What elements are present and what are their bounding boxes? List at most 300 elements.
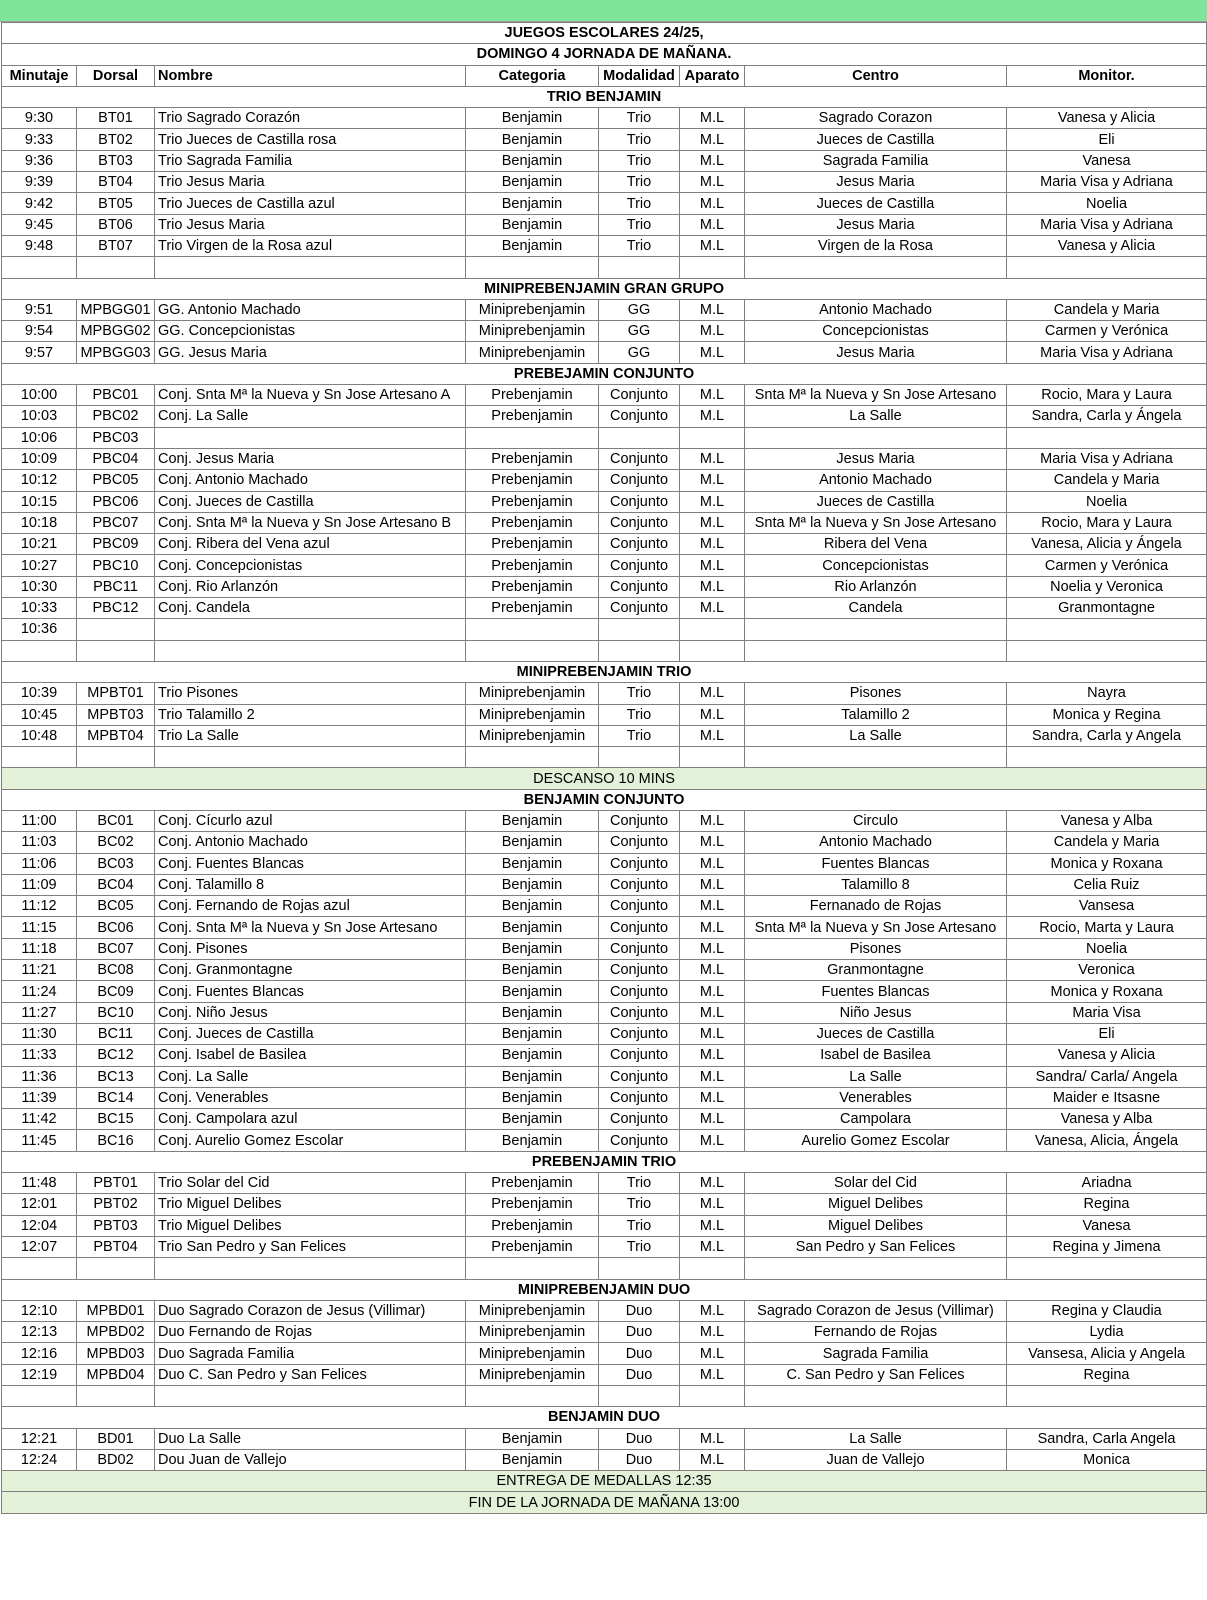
table-row <box>2 1386 1207 1407</box>
centro-cell <box>745 427 1007 448</box>
categoria-cell: Prebenjamin <box>466 1215 599 1236</box>
dorsal-cell: MPBGG02 <box>77 321 155 342</box>
minutaje-cell: 11:48 <box>2 1173 77 1194</box>
nombre-cell: Conj. Fuentes Blancas <box>155 981 466 1002</box>
centro-cell: Miguel Delibes <box>745 1194 1007 1215</box>
minutaje-cell: 11:39 <box>2 1087 77 1108</box>
centro-cell: La Salle <box>745 406 1007 427</box>
aparato-cell: M.L <box>680 214 745 235</box>
modalidad-cell: Conjunto <box>599 853 680 874</box>
nombre-cell: Trio San Pedro y San Felices <box>155 1236 466 1257</box>
modalidad-cell: Duo <box>599 1449 680 1470</box>
centro-cell: Sagrado Corazon <box>745 108 1007 129</box>
minutaje-cell: 10:12 <box>2 470 77 491</box>
table-row <box>2 1300 1207 1321</box>
minutaje-cell: 10:30 <box>2 576 77 597</box>
aparato-cell <box>680 257 745 278</box>
centro-cell <box>745 640 1007 661</box>
modalidad-cell: Conjunto <box>599 874 680 895</box>
table-row <box>2 512 1207 533</box>
dorsal-cell: MPBD03 <box>77 1343 155 1364</box>
modalidad-cell <box>599 640 680 661</box>
modalidad-cell: Trio <box>599 129 680 150</box>
aparato-cell: M.L <box>680 150 745 171</box>
modalidad-cell: Conjunto <box>599 512 680 533</box>
minutaje-cell <box>2 1258 77 1279</box>
section-title: MINIPREBENJAMIN DUO <box>2 1279 1207 1300</box>
table-row <box>2 470 1207 491</box>
modalidad-cell: Conjunto <box>599 981 680 1002</box>
centro-cell: Rio Arlanzón <box>745 576 1007 597</box>
nombre-cell: Trio Pisones <box>155 683 466 704</box>
modalidad-cell: Conjunto <box>599 491 680 512</box>
table-row <box>2 576 1207 597</box>
monitor-cell: Noelia y Veronica <box>1007 576 1207 597</box>
categoria-cell: Miniprebenjamin <box>466 1343 599 1364</box>
modalidad-cell: Conjunto <box>599 1002 680 1023</box>
categoria-cell: Benjamin <box>466 1130 599 1151</box>
nombre-cell: Trio Jesus Maria <box>155 172 466 193</box>
categoria-cell: Benjamin <box>466 917 599 938</box>
table-row <box>2 150 1207 171</box>
modalidad-cell: Conjunto <box>599 1045 680 1066</box>
dorsal-cell: PBC04 <box>77 448 155 469</box>
nombre-cell: Conj. Isabel de Basilea <box>155 1045 466 1066</box>
minutaje-cell: 10:06 <box>2 427 77 448</box>
nombre-cell: Duo Fernando de Rojas <box>155 1322 466 1343</box>
dorsal-cell: BC10 <box>77 1002 155 1023</box>
modalidad-cell: Conjunto <box>599 1087 680 1108</box>
nombre-cell: Conj. Jueces de Castilla <box>155 1023 466 1044</box>
monitor-cell <box>1007 427 1207 448</box>
centro-cell: Jueces de Castilla <box>745 491 1007 512</box>
table-row <box>2 874 1207 895</box>
modalidad-cell: Conjunto <box>599 917 680 938</box>
dorsal-cell: PBT02 <box>77 1194 155 1215</box>
nombre-cell: Conj. Jueces de Castilla <box>155 491 466 512</box>
categoria-cell: Prebenjamin <box>466 1173 599 1194</box>
monitor-cell: Rocio, Mara y Laura <box>1007 512 1207 533</box>
modalidad-cell: Trio <box>599 1194 680 1215</box>
aparato-cell <box>680 640 745 661</box>
nombre-cell: Conj. Antonio Machado <box>155 470 466 491</box>
monitor-cell: Maria Visa <box>1007 1002 1207 1023</box>
monitor-cell: Regina <box>1007 1364 1207 1385</box>
nombre-cell: Trio Miguel Delibes <box>155 1215 466 1236</box>
categoria-cell: Prebenjamin <box>466 448 599 469</box>
minutaje-cell: 12:16 <box>2 1343 77 1364</box>
centro-cell: Venerables <box>745 1087 1007 1108</box>
dorsal-cell: MPBT04 <box>77 725 155 746</box>
table-row <box>2 257 1207 278</box>
centro-cell: Snta Mª la Nueva y Sn Jose Artesano <box>745 385 1007 406</box>
dorsal-cell: MPBD04 <box>77 1364 155 1385</box>
dorsal-cell: MPBD02 <box>77 1322 155 1343</box>
table-row <box>2 917 1207 938</box>
minutaje-cell: 9:51 <box>2 299 77 320</box>
centro-cell: Snta Mª la Nueva y Sn Jose Artesano <box>745 917 1007 938</box>
centro-cell <box>745 1258 1007 1279</box>
categoria-cell: Miniprebenjamin <box>466 321 599 342</box>
categoria-cell: Miniprebenjamin <box>466 683 599 704</box>
monitor-cell: Candela y Maria <box>1007 470 1207 491</box>
aparato-cell: M.L <box>680 1215 745 1236</box>
modalidad-cell: Trio <box>599 172 680 193</box>
centro-cell: Fuentes Blancas <box>745 853 1007 874</box>
table-row <box>2 619 1207 640</box>
minutaje-cell: 11:06 <box>2 853 77 874</box>
minutaje-cell: 9:36 <box>2 150 77 171</box>
dorsal-cell: BD02 <box>77 1449 155 1470</box>
modalidad-cell <box>599 257 680 278</box>
sheet-top-band <box>0 0 1207 22</box>
dorsal-cell: BC02 <box>77 832 155 853</box>
monitor-cell: Maria Visa y Adriana <box>1007 214 1207 235</box>
nombre-cell <box>155 747 466 768</box>
monitor-cell: Regina y Jimena <box>1007 1236 1207 1257</box>
categoria-cell: Benjamin <box>466 960 599 981</box>
categoria-cell: Benjamin <box>466 150 599 171</box>
minutaje-cell: 9:42 <box>2 193 77 214</box>
modalidad-cell: Conjunto <box>599 810 680 831</box>
centro-cell: C. San Pedro y San Felices <box>745 1364 1007 1385</box>
monitor-cell <box>1007 1386 1207 1407</box>
categoria-cell <box>466 1386 599 1407</box>
minutaje-cell: 9:45 <box>2 214 77 235</box>
centro-cell: Juan de Vallejo <box>745 1449 1007 1470</box>
table-row <box>2 981 1207 1002</box>
dorsal-cell: MPBGG01 <box>77 299 155 320</box>
centro-cell: Sagrado Corazon de Jesus (Villimar) <box>745 1300 1007 1321</box>
categoria-cell <box>466 1258 599 1279</box>
categoria-cell: Benjamin <box>466 129 599 150</box>
section-header-row <box>2 86 1207 107</box>
table-row <box>2 235 1207 256</box>
monitor-cell: Vanesa y Alba <box>1007 810 1207 831</box>
categoria-cell: Prebenjamin <box>466 576 599 597</box>
title-line-2: DOMINGO 4 JORNADA DE MAÑANA. <box>2 44 1207 65</box>
centro-cell: Snta Mª la Nueva y Sn Jose Artesano <box>745 512 1007 533</box>
centro-cell: San Pedro y San Felices <box>745 1236 1007 1257</box>
nombre-cell: Trio Sagrada Familia <box>155 150 466 171</box>
categoria-cell <box>466 427 599 448</box>
nombre-cell: Dou Juan de Vallejo <box>155 1449 466 1470</box>
monitor-cell: Monica y Roxana <box>1007 853 1207 874</box>
monitor-cell: Monica y Roxana <box>1007 981 1207 1002</box>
aparato-cell: M.L <box>680 1364 745 1385</box>
aparato-cell: M.L <box>680 1023 745 1044</box>
dorsal-cell: BT06 <box>77 214 155 235</box>
aparato-cell: M.L <box>680 960 745 981</box>
table-row <box>2 1236 1207 1257</box>
categoria-cell: Miniprebenjamin <box>466 1322 599 1343</box>
aparato-cell: M.L <box>680 299 745 320</box>
aparato-cell: M.L <box>680 1236 745 1257</box>
monitor-cell: Eli <box>1007 1023 1207 1044</box>
aparato-cell: M.L <box>680 917 745 938</box>
aparato-cell: M.L <box>680 491 745 512</box>
table-row <box>2 406 1207 427</box>
dorsal-cell: PBC01 <box>77 385 155 406</box>
aparato-cell: M.L <box>680 448 745 469</box>
table-row <box>2 299 1207 320</box>
modalidad-cell: Conjunto <box>599 448 680 469</box>
categoria-cell: Benjamin <box>466 214 599 235</box>
table-row <box>2 1258 1207 1279</box>
aparato-cell: M.L <box>680 1045 745 1066</box>
aparato-cell <box>680 1258 745 1279</box>
modalidad-cell: Conjunto <box>599 385 680 406</box>
dorsal-cell: PBC12 <box>77 598 155 619</box>
dorsal-cell <box>77 640 155 661</box>
aparato-cell: M.L <box>680 512 745 533</box>
minutaje-cell: 10:45 <box>2 704 77 725</box>
nombre-cell: Conj. Candela <box>155 598 466 619</box>
notice-row <box>2 1492 1207 1513</box>
monitor-cell: Rocio, Marta y Laura <box>1007 917 1207 938</box>
minutaje-cell <box>2 640 77 661</box>
section-header-row <box>2 363 1207 384</box>
nombre-cell: Trio Virgen de la Rosa azul <box>155 235 466 256</box>
aparato-cell: M.L <box>680 1194 745 1215</box>
minutaje-cell: 10:21 <box>2 534 77 555</box>
minutaje-cell: 10:33 <box>2 598 77 619</box>
section-header-row <box>2 278 1207 299</box>
minutaje-cell: 11:12 <box>2 896 77 917</box>
aparato-cell: M.L <box>680 1428 745 1449</box>
monitor-cell: Monica <box>1007 1449 1207 1470</box>
minutaje-cell: 12:24 <box>2 1449 77 1470</box>
nombre-cell: Conj. Concepcionistas <box>155 555 466 576</box>
aparato-cell: M.L <box>680 172 745 193</box>
aparato-cell: M.L <box>680 938 745 959</box>
table-row <box>2 938 1207 959</box>
aparato-cell: M.L <box>680 534 745 555</box>
modalidad-cell: Trio <box>599 683 680 704</box>
modalidad-cell: Duo <box>599 1343 680 1364</box>
aparato-cell <box>680 427 745 448</box>
monitor-cell: Veronica <box>1007 960 1207 981</box>
schedule-table <box>1 22 1207 1514</box>
section-title: MINIPREBENJAMIN GRAN GRUPO <box>2 278 1207 299</box>
centro-cell: La Salle <box>745 1066 1007 1087</box>
col-header-categoria: Categoria <box>466 65 599 86</box>
centro-cell: Niño Jesus <box>745 1002 1007 1023</box>
nombre-cell: Duo Sagrado Corazon de Jesus (Villimar) <box>155 1300 466 1321</box>
monitor-cell: Lydia <box>1007 1322 1207 1343</box>
monitor-cell: Regina <box>1007 1194 1207 1215</box>
monitor-cell: Sandra/ Carla/ Angela <box>1007 1066 1207 1087</box>
table-row <box>2 129 1207 150</box>
monitor-cell: Candela y Maria <box>1007 299 1207 320</box>
nombre-cell <box>155 640 466 661</box>
categoria-cell: Benjamin <box>466 193 599 214</box>
nombre-cell: Trio Jueces de Castilla azul <box>155 193 466 214</box>
nombre-cell: Conj. Rio Arlanzón <box>155 576 466 597</box>
modalidad-cell: Duo <box>599 1364 680 1385</box>
table-row <box>2 1087 1207 1108</box>
table-row <box>2 810 1207 831</box>
categoria-cell: Benjamin <box>466 1002 599 1023</box>
monitor-cell: Vanesa y Alicia <box>1007 1045 1207 1066</box>
dorsal-cell: PBC06 <box>77 491 155 512</box>
modalidad-cell: Conjunto <box>599 534 680 555</box>
categoria-cell: Prebenjamin <box>466 491 599 512</box>
centro-cell: Miguel Delibes <box>745 1215 1007 1236</box>
centro-cell: Sagrada Familia <box>745 1343 1007 1364</box>
categoria-cell: Benjamin <box>466 832 599 853</box>
modalidad-cell: GG <box>599 321 680 342</box>
table-row <box>2 704 1207 725</box>
categoria-cell: Miniprebenjamin <box>466 704 599 725</box>
modalidad-cell: Trio <box>599 725 680 746</box>
section-header-row <box>2 789 1207 810</box>
monitor-cell: Carmen y Verónica <box>1007 321 1207 342</box>
modalidad-cell: Duo <box>599 1428 680 1449</box>
minutaje-cell: 10:27 <box>2 555 77 576</box>
aparato-cell: M.L <box>680 981 745 1002</box>
monitor-cell: Maider e Itsasne <box>1007 1087 1207 1108</box>
centro-cell <box>745 619 1007 640</box>
categoria-cell: Benjamin <box>466 1428 599 1449</box>
column-header-row <box>2 65 1207 86</box>
centro-cell: Jueces de Castilla <box>745 129 1007 150</box>
minutaje-cell: 11:30 <box>2 1023 77 1044</box>
table-row <box>2 1364 1207 1385</box>
centro-cell: Fernanado de Rojas <box>745 896 1007 917</box>
aparato-cell: M.L <box>680 470 745 491</box>
aparato-cell: M.L <box>680 1066 745 1087</box>
table-row <box>2 342 1207 363</box>
notice-text: ENTREGA DE MEDALLAS 12:35 <box>2 1471 1207 1492</box>
dorsal-cell: PBT01 <box>77 1173 155 1194</box>
monitor-cell: Eli <box>1007 129 1207 150</box>
aparato-cell: M.L <box>680 810 745 831</box>
dorsal-cell: BC13 <box>77 1066 155 1087</box>
section-title: PREBENJAMIN TRIO <box>2 1151 1207 1172</box>
minutaje-cell: 9:48 <box>2 235 77 256</box>
dorsal-cell <box>77 1386 155 1407</box>
modalidad-cell: Conjunto <box>599 1023 680 1044</box>
centro-cell: Circulo <box>745 810 1007 831</box>
table-row <box>2 1322 1207 1343</box>
col-header-nombre: Nombre <box>155 65 466 86</box>
modalidad-cell <box>599 1258 680 1279</box>
nombre-cell: Conj. Pisones <box>155 938 466 959</box>
modalidad-cell: Conjunto <box>599 1130 680 1151</box>
monitor-cell: Rocio, Mara y Laura <box>1007 385 1207 406</box>
categoria-cell: Prebenjamin <box>466 385 599 406</box>
modalidad-cell: Duo <box>599 1322 680 1343</box>
centro-cell: Concepcionistas <box>745 321 1007 342</box>
modalidad-cell: Duo <box>599 1300 680 1321</box>
dorsal-cell <box>77 747 155 768</box>
dorsal-cell: PBC09 <box>77 534 155 555</box>
table-row <box>2 491 1207 512</box>
nombre-cell: Trio Jueces de Castilla rosa <box>155 129 466 150</box>
dorsal-cell: BT03 <box>77 150 155 171</box>
monitor-cell: Sandra, Carla y Ángela <box>1007 406 1207 427</box>
centro-cell <box>745 747 1007 768</box>
nombre-cell: Duo C. San Pedro y San Felices <box>155 1364 466 1385</box>
nombre-cell: Trio Talamillo 2 <box>155 704 466 725</box>
centro-cell: Jueces de Castilla <box>745 193 1007 214</box>
modalidad-cell: Trio <box>599 193 680 214</box>
monitor-cell: Granmontagne <box>1007 598 1207 619</box>
minutaje-cell <box>2 1386 77 1407</box>
table-row <box>2 193 1207 214</box>
nombre-cell: Conj. La Salle <box>155 1066 466 1087</box>
centro-cell: Concepcionistas <box>745 555 1007 576</box>
modalidad-cell <box>599 619 680 640</box>
aparato-cell: M.L <box>680 1322 745 1343</box>
dorsal-cell <box>77 619 155 640</box>
notice-row <box>2 1471 1207 1492</box>
nombre-cell <box>155 427 466 448</box>
minutaje-cell: 12:04 <box>2 1215 77 1236</box>
centro-cell <box>745 257 1007 278</box>
table-row <box>2 1449 1207 1470</box>
minutaje-cell: 11:33 <box>2 1045 77 1066</box>
nombre-cell: Conj. Niño Jesus <box>155 1002 466 1023</box>
centro-cell: Jesus Maria <box>745 214 1007 235</box>
categoria-cell: Benjamin <box>466 1066 599 1087</box>
categoria-cell: Benjamin <box>466 938 599 959</box>
dorsal-cell: BT01 <box>77 108 155 129</box>
centro-cell: Talamillo 8 <box>745 874 1007 895</box>
aparato-cell: M.L <box>680 896 745 917</box>
minutaje-cell: 10:18 <box>2 512 77 533</box>
table-row <box>2 1023 1207 1044</box>
minutaje-cell: 11:00 <box>2 810 77 831</box>
modalidad-cell: Conjunto <box>599 1109 680 1130</box>
aparato-cell: M.L <box>680 406 745 427</box>
modalidad-cell <box>599 747 680 768</box>
dorsal-cell: MPBGG03 <box>77 342 155 363</box>
dorsal-cell: PBC07 <box>77 512 155 533</box>
notice-row <box>2 768 1207 789</box>
table-row <box>2 534 1207 555</box>
dorsal-cell: BC01 <box>77 810 155 831</box>
aparato-cell: M.L <box>680 1002 745 1023</box>
schedule-body <box>2 23 1207 1514</box>
nombre-cell: GG. Antonio Machado <box>155 299 466 320</box>
modalidad-cell: Trio <box>599 214 680 235</box>
col-header-modalidad: Modalidad <box>599 65 680 86</box>
table-row <box>2 1215 1207 1236</box>
nombre-cell: Conj. Campolara azul <box>155 1109 466 1130</box>
notice-text: DESCANSO 10 MINS <box>2 768 1207 789</box>
centro-cell: Antonio Machado <box>745 299 1007 320</box>
section-title: PREBEJAMIN CONJUNTO <box>2 363 1207 384</box>
minutaje-cell: 10:36 <box>2 619 77 640</box>
table-row <box>2 1343 1207 1364</box>
table-row <box>2 427 1207 448</box>
aparato-cell: M.L <box>680 853 745 874</box>
monitor-cell: Vanesa y Alicia <box>1007 235 1207 256</box>
dorsal-cell: PBT04 <box>77 1236 155 1257</box>
monitor-cell: Vanesa y Alba <box>1007 1109 1207 1130</box>
aparato-cell: M.L <box>680 1173 745 1194</box>
dorsal-cell: MPBD01 <box>77 1300 155 1321</box>
dorsal-cell: BT02 <box>77 129 155 150</box>
categoria-cell: Benjamin <box>466 1045 599 1066</box>
minutaje-cell: 12:21 <box>2 1428 77 1449</box>
nombre-cell: Conj. Venerables <box>155 1087 466 1108</box>
centro-cell: Fuentes Blancas <box>745 981 1007 1002</box>
nombre-cell <box>155 257 466 278</box>
categoria-cell <box>466 257 599 278</box>
